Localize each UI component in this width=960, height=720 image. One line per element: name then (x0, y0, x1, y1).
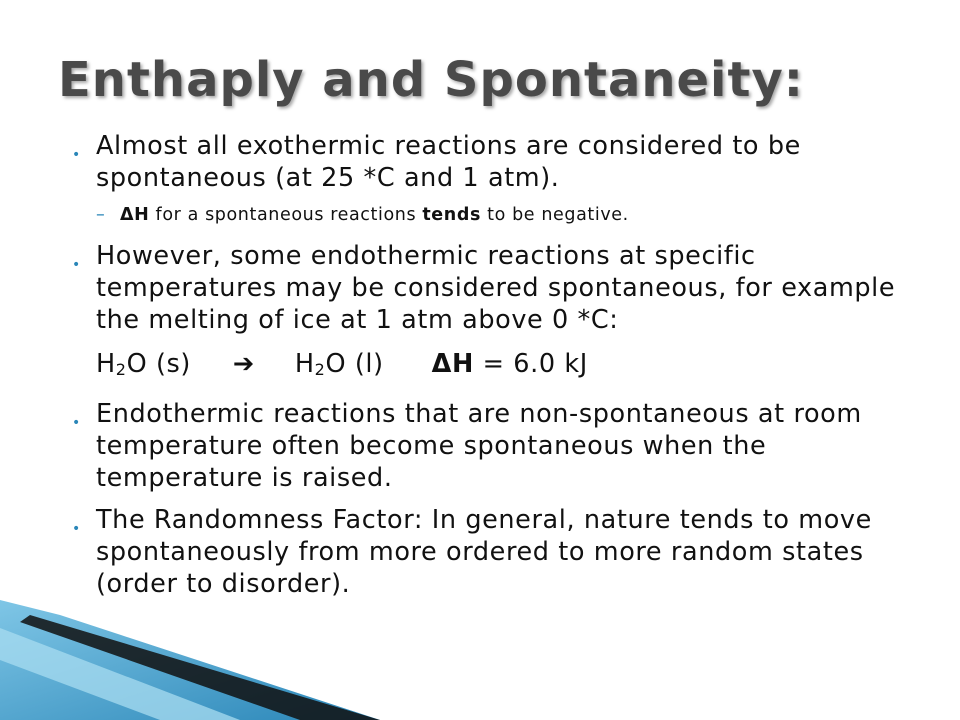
dash-icon: – (96, 205, 106, 225)
slide-title: Enthaply and Spontaneity: (58, 52, 804, 108)
sub-bullet-text-end: to be negative. (480, 205, 629, 225)
arrow-icon: ➔ (232, 349, 255, 379)
bullet-item (72, 130, 902, 194)
bullet-dot-icon: • (72, 521, 81, 537)
bullet-text: However, some endothermic reactions at specific temperatures may be considered spontaneous, for example the melting of ice at 1 atm above 0 *C: (96, 241, 896, 335)
eq-delta-h: ΔH (431, 349, 474, 379)
eq-h2: H (294, 349, 315, 379)
slide-body (72, 130, 902, 610)
sub-bullet-bold: tends (422, 205, 481, 225)
eq-reactant: O (s) (126, 349, 191, 379)
bullet-item (72, 504, 902, 600)
equation (72, 346, 902, 388)
eq-subscript: 2 (115, 360, 127, 379)
eq-subscript-2: 2 (314, 360, 326, 379)
bullet-text: Almost all exothermic reactions are considered to be spontaneous (at 25 *C and 1 atm). (96, 131, 801, 193)
bullet-dot-icon: • (72, 147, 81, 163)
bullet-dot-icon: • (72, 257, 81, 273)
bullet-text: Endothermic reactions that are non-spontaneous at room temperature often become spontaneous when the temperature is raised. (96, 399, 862, 493)
sub-bullet-item (72, 202, 902, 228)
eq-h: H (96, 349, 116, 379)
eq-product: O (l) (325, 349, 384, 379)
sub-bullet-text: for a spontaneous reactions (149, 205, 423, 225)
bullet-dot-icon: • (72, 415, 81, 431)
bullet-item (72, 398, 902, 494)
eq-value: = 6.0 kJ (473, 349, 588, 379)
delta-h: ΔH (120, 205, 150, 225)
bullet-text: The Randomness Factor: In general, nature tends to move spontaneously from more ordered to more random states (order to disorder). (96, 505, 872, 599)
bullet-item (72, 240, 902, 336)
